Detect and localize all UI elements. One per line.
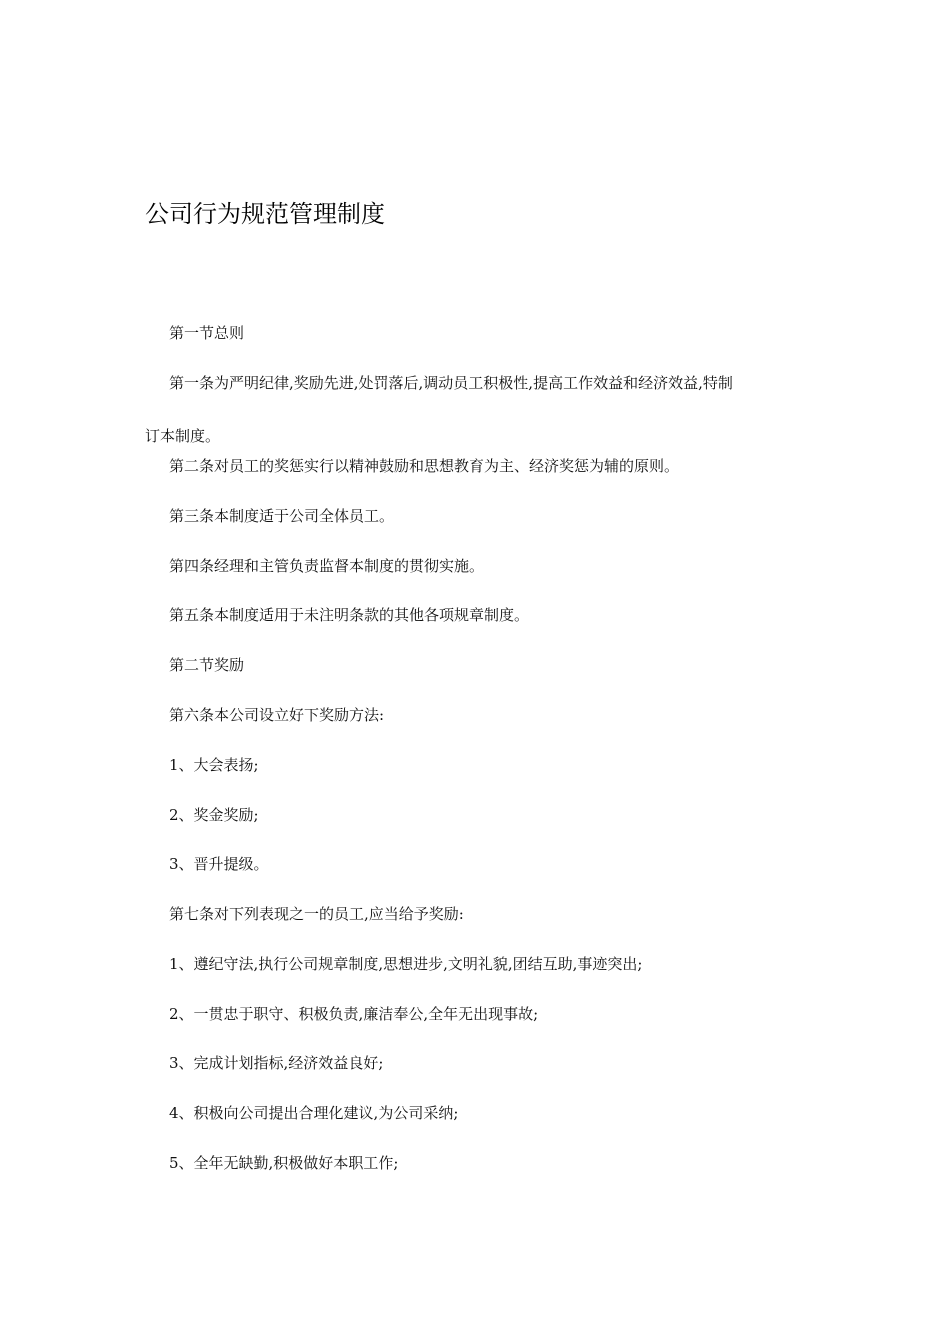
list-item: 3、完成计划指标,经济效益良好;	[169, 1054, 384, 1072]
article-3: 第三条本制度适于公司全体员工。	[169, 507, 395, 525]
article-2: 第二条对员工的奖惩实行以精神鼓励和思想教育为主、经济奖惩为辅的原则。	[169, 457, 680, 475]
article-1-line-2: 订本制度。	[145, 427, 221, 445]
list-item: 2、奖金奖励;	[169, 806, 259, 824]
article-7: 第七条对下列表现之一的员工,应当给予奖励:	[169, 905, 464, 923]
article-1-line-1: 第一条为严明纪律,奖励先进,处罚落后,调动员工积极性,提高工作效益和经济效益,特制	[169, 374, 733, 392]
list-item: 2、一贯忠于职守、积极负责,廉洁奉公,全年无出现事故;	[169, 1005, 539, 1023]
article-4: 第四条经理和主管负责监督本制度的贯彻实施。	[169, 557, 485, 575]
list-item: 1、大会表扬;	[169, 756, 259, 774]
list-item: 5、全年无缺勤,积极做好本职工作;	[169, 1154, 399, 1172]
article-5: 第五条本制度适用于未注明条款的其他各项规章制度。	[169, 606, 530, 624]
article-6: 第六条本公司设立好下奖励方法:	[169, 706, 385, 724]
list-item: 3、晋升提级。	[169, 855, 269, 873]
section-heading-general: 第一节总则	[169, 324, 245, 342]
section-heading-rewards: 第二节奖励	[169, 656, 245, 674]
list-item: 1、遵纪守法,执行公司规章制度,思想进步,文明礼貌,团结互助,事迹突出;	[169, 955, 643, 973]
list-item: 4、积极向公司提出合理化建议,为公司采纳;	[169, 1104, 459, 1122]
document-title: 公司行为规范管理制度	[145, 200, 385, 228]
